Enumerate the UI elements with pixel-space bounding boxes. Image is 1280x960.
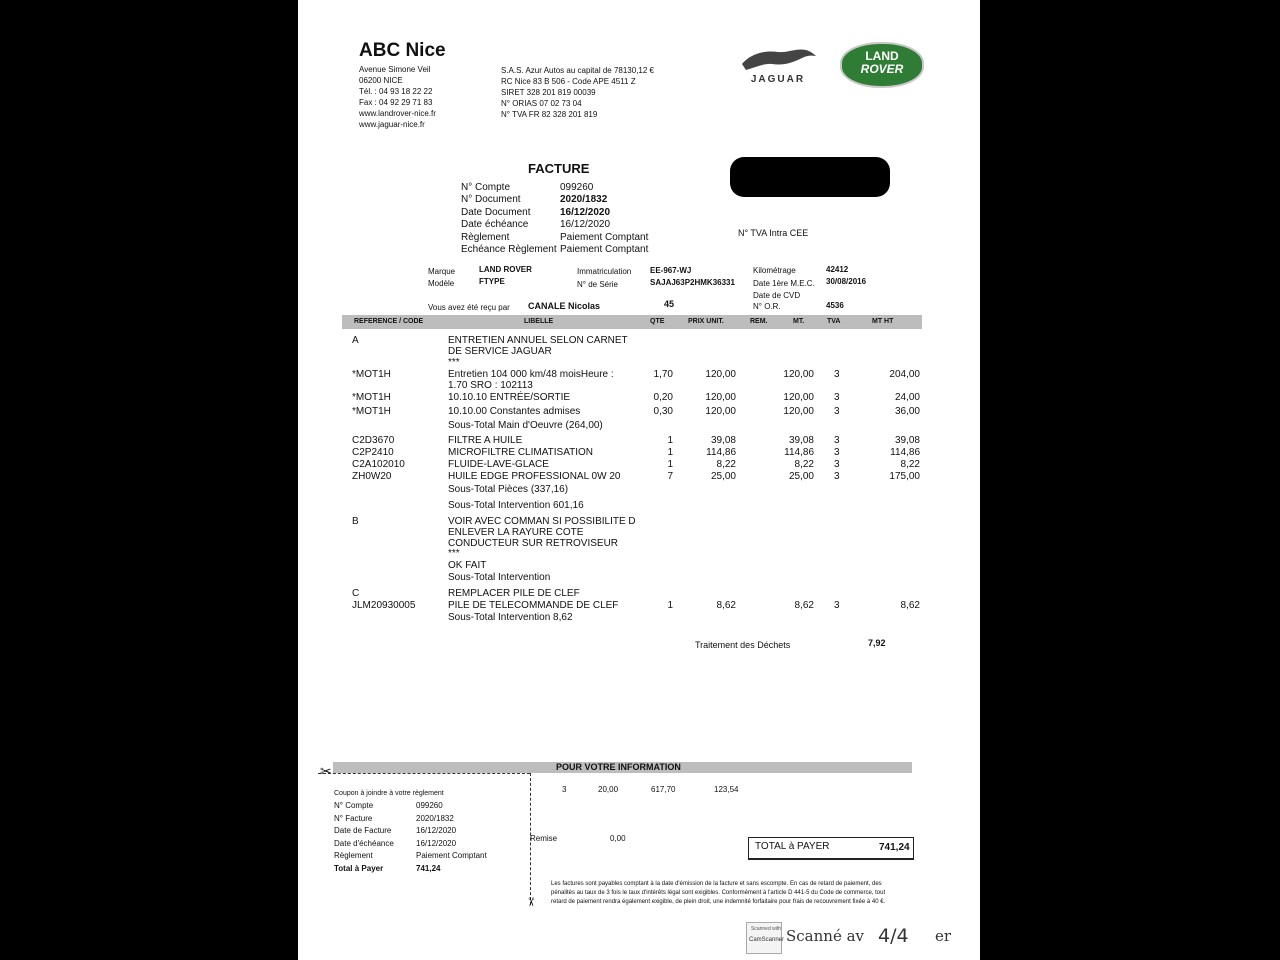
line-libelle: Sous-Total Intervention (448, 572, 551, 583)
tva-taux: 20,00 (598, 785, 619, 794)
legal-note-line: Les factures sont payables comptant à la date d'émission de la facture et sans escompte. En cas de retard de paiement, des (551, 881, 882, 887)
recu-number: 45 (664, 299, 675, 309)
dechets-label: Traitement des Déchets (695, 640, 791, 650)
line-libelle: ENTRETIEN ANNUEL SELON CARNET (448, 335, 628, 346)
total-value: 741,24 (879, 842, 910, 853)
line-libelle: DE SERVICE JAGUAR (448, 346, 552, 357)
camscanner-badge: Scanned with CamScanner (746, 922, 782, 954)
legal-line: N° TVA FR 82 328 201 819 (501, 110, 598, 119)
modele-value: FTYPE (479, 277, 505, 286)
legal-line: RC Nice 83 B 506 - Code APE 4511 Z (501, 77, 636, 86)
invoice-field-label: Echéance Règlement (461, 244, 557, 255)
address-line: Avenue Simone Veil (359, 65, 431, 74)
coupon-field-value: 2020/1832 (416, 813, 454, 823)
scissors-bottom-icon: ✂ (524, 896, 539, 908)
mec-value: 30/08/2016 (826, 277, 867, 286)
line-qte: 1 (667, 447, 673, 458)
line-tva: 3 (834, 392, 840, 403)
line-libelle: HUILE EDGE PROFESSIONAL 0W 20 (448, 471, 621, 482)
line-ref: *MOT1H (352, 392, 391, 403)
line-qte: 0,20 (653, 392, 673, 403)
dechets-value: 7,92 (868, 638, 886, 648)
line-ref: JLM20930005 (352, 600, 416, 611)
line-libelle: MICROFILTRE CLIMATISATION (448, 447, 594, 458)
line-mt: 120,00 (783, 392, 814, 403)
mec-label: Date 1ère M.E.C. (753, 279, 815, 288)
line-libelle: *** (448, 357, 460, 368)
line-ref: C2D3670 (352, 435, 395, 446)
line-libelle: REMPLACER PILE DE CLEF (448, 588, 580, 599)
tva-code: 3 (562, 785, 567, 794)
marque-label: Marque (428, 267, 456, 276)
line-mt-ht: 114,86 (890, 447, 920, 458)
line-prix-unit: 120,00 (705, 369, 736, 380)
line-mt-ht: 175,00 (889, 471, 920, 482)
invoice-field-value: 16/12/2020 (560, 219, 611, 231)
col-libelle: LIBELLE (524, 318, 554, 325)
immat-value: EE-967-WJ (650, 266, 692, 275)
cut-line (318, 773, 530, 774)
tva-montant: 123,54 (714, 785, 739, 794)
landrover-logo: LAND ROVER (840, 42, 924, 88)
line-mt-ht: 8,62 (900, 600, 920, 611)
line-mt: 25,00 (788, 471, 814, 482)
modele-label: Modèle (428, 279, 455, 288)
line-ref: *MOT1H (352, 406, 391, 417)
line-mt: 114,86 (784, 447, 814, 458)
legal-line: S.A.S. Azur Autos au capital de 78130,12 € (501, 66, 654, 75)
coupon-field-value: 16/12/2020 (416, 826, 457, 836)
line-libelle: Sous-Total Pièces (337,16) (448, 484, 569, 495)
col-mt: MT. (793, 318, 805, 325)
coupon-field-label: N° Compte (334, 801, 374, 810)
coupon-field-value: 741,24 (416, 864, 441, 873)
invoice-field-label: N° Document (461, 194, 521, 206)
line-tva: 3 (834, 369, 840, 380)
address-line: Fax : 04 92 29 71 83 (359, 98, 433, 107)
immat-label: Immatriculation (577, 267, 632, 276)
line-libelle: Sous-Total Intervention 601,16 (448, 500, 584, 511)
col-rem: REM. (750, 318, 768, 325)
address-line: Tél. : 04 93 18 22 22 (359, 87, 433, 96)
address-line: 06200 NICE (359, 76, 403, 85)
coupon-field-value: 16/12/2020 (416, 838, 457, 848)
marque-value: LAND ROVER (479, 265, 532, 274)
line-mt: 8,22 (794, 459, 814, 470)
line-mt: 39,08 (788, 435, 814, 446)
legal-line: SIRET 328 201 819 00039 (501, 88, 596, 97)
legal-note-line: pénalités au taux de 3 fois le taux d'intérêts légal sont exigibles. Conformément à l'article D 441-5 du Code de commerce, tout (551, 890, 886, 896)
line-libelle: FILTRE A HUILE (448, 435, 523, 446)
col-qte: QTE (650, 318, 665, 325)
invoice-field-value: Paiement Comptant (560, 231, 649, 243)
scanner-text: Scanné av (786, 927, 865, 945)
coupon-field-label: Total à Payer (334, 864, 384, 873)
invoice-field-value: 2020/1832 (560, 194, 608, 206)
remise-value: 0,00 (610, 834, 626, 843)
col-mt-ht: MT HT (872, 318, 894, 325)
line-tva: 3 (834, 435, 840, 446)
jaguar-logo: JAGUAR (736, 44, 820, 86)
line-qte: 1 (667, 600, 673, 611)
line-ref: C (352, 588, 360, 599)
recu-value: CANALE Nicolas (528, 301, 601, 311)
invoice-title: FACTURE (528, 161, 590, 176)
invoice-field-label: N° Compte (461, 182, 511, 193)
line-prix-unit: 120,00 (705, 392, 736, 403)
recu-label: Vous avez été reçu par (428, 303, 510, 312)
km-value: 42412 (826, 265, 849, 274)
tva-intra-label: N° TVA Intra CEE (738, 228, 809, 238)
invoice-field-value: 16/12/2020 (560, 206, 611, 218)
line-qte: 0,30 (653, 406, 673, 417)
line-prix-unit: 25,00 (710, 471, 736, 482)
line-mt-ht: 24,00 (894, 392, 920, 403)
redacted-block (730, 157, 890, 197)
line-tva: 3 (834, 471, 840, 482)
page-counter: 4/4 (878, 925, 909, 947)
line-mt-ht: 204,00 (889, 369, 920, 380)
line-libelle: OK FAIT (448, 560, 487, 571)
coupon-field-label: Date de Facture (334, 826, 392, 836)
coupon-field-label: Date d'échéance (334, 838, 394, 848)
line-qte: 7 (667, 471, 673, 482)
invoice-field-value: 099260 (560, 182, 594, 193)
line-prix-unit: 114,86 (706, 447, 736, 458)
line-libelle: 10.10.00 Constantes admises (448, 406, 581, 417)
line-tva: 3 (834, 406, 840, 417)
line-prix-unit: 8,22 (716, 459, 736, 470)
invoice-field-label: Date échéance (461, 219, 529, 231)
serie-label: N° de Série (577, 280, 618, 289)
line-libelle: Entretien 104 000 km/48 moisHeure : (448, 369, 614, 380)
line-mt-ht: 36,00 (894, 406, 920, 417)
address-line: www.landrover-nice.fr (359, 109, 436, 118)
line-ref: C2P2410 (352, 447, 394, 458)
line-tva: 3 (834, 447, 840, 458)
jaguar-leaper-icon (736, 44, 820, 74)
total-label: TOTAL à PAYER (755, 841, 830, 852)
cvd-label: Date de CVD (753, 291, 801, 300)
line-prix-unit: 8,62 (716, 600, 736, 611)
line-mt: 120,00 (783, 369, 814, 380)
coupon-field-value: 099260 (416, 801, 443, 810)
scanner-suffix: er (935, 927, 952, 945)
line-libelle: ENLEVER LA RAYURE COTE (448, 527, 584, 538)
legal-line: N° ORIAS 07 02 73 04 (501, 99, 582, 108)
line-prix-unit: 120,00 (705, 406, 736, 417)
col-reference: REFERENCE / CODE (354, 318, 424, 325)
line-ref: ZH0W20 (352, 471, 392, 482)
line-tva: 3 (834, 459, 840, 470)
line-qte: 1 (667, 459, 673, 470)
total-box (748, 837, 914, 860)
km-label: Kilométrage (753, 266, 796, 275)
line-prix-unit: 39,08 (710, 435, 736, 446)
col-prix-unit: PRIX UNIT. (688, 318, 724, 325)
remise-label: Remise (530, 834, 558, 843)
invoice-field-label: Date Document (461, 206, 531, 218)
line-libelle: FLUIDE-LAVE-GLACE (448, 459, 549, 470)
or-value: 4536 (826, 301, 844, 310)
tva-base: 617,70 (651, 785, 676, 794)
line-mt-ht: 8,22 (900, 459, 920, 470)
invoice-field-value: Paiement Comptant (560, 244, 649, 255)
line-mt: 120,00 (783, 406, 814, 417)
line-ref: A (352, 335, 359, 346)
scissors-icon: ✂ (320, 763, 332, 779)
line-libelle: Sous-Total Main d'Oeuvre (264,00) (448, 420, 603, 431)
serie-value: SAJAJ63P2HMK36331 (650, 278, 735, 287)
line-qte: 1,70 (653, 369, 673, 380)
legal-note-line: retard de paiement rendra également exigible, de plein droit, une indemnité forfaitaire pour frais de recouvrement fixée à 40 €. (551, 899, 886, 905)
line-libelle: 10.10.10 ENTRÉE/SORTIE (448, 392, 571, 403)
line-tva: 3 (834, 600, 840, 611)
company-name: ABC Nice (359, 40, 446, 61)
line-qte: 1 (667, 435, 673, 446)
line-mt: 8,62 (794, 600, 814, 611)
address-line: www.jaguar-nice.fr (359, 120, 425, 129)
invoice-field-label: Règlement (461, 231, 510, 243)
line-libelle: *** (448, 548, 460, 559)
line-libelle: VOIR AVEC COMMAN SI POSSIBILITE D (448, 516, 636, 527)
or-label: N° O.R. (753, 302, 781, 311)
coupon-field-label: N° Facture (334, 813, 373, 823)
info-bar-label: POUR VOTRE INFORMATION (556, 762, 681, 772)
col-tva: TVA (827, 318, 841, 325)
line-libelle: 1.70 SRO : 102113 (448, 380, 533, 391)
line-libelle: PILE DE TELECOMMANDE DE CLEF (448, 600, 619, 611)
line-ref: *MOT1H (352, 369, 391, 380)
invoice-page (298, 0, 980, 960)
coupon-field-label: Règlement (334, 851, 373, 861)
line-mt-ht: 39,08 (894, 435, 920, 446)
line-ref: C2A102010 (352, 459, 405, 470)
line-libelle: CONDUCTEUR SUR RETROVISEUR (448, 538, 619, 549)
line-ref: B (352, 516, 359, 527)
coupon-title: Coupon à joindre à votre règlement (334, 790, 444, 797)
coupon-field-value: Paiement Comptant (416, 851, 487, 861)
line-libelle: Sous-Total Intervention 8,62 (448, 612, 573, 623)
